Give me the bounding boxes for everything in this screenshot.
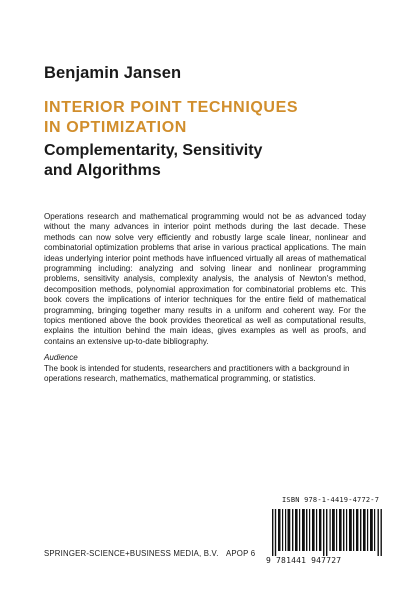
book-subtitle [44,141,384,181]
book-title [44,98,384,138]
barcode-digits: 9 781441 947727 [266,556,342,565]
isbn-number: ISBN 978-1-4419-4772-7 [282,496,380,504]
book-title-line-1: INTERIOR POINT TECHNIQUES [44,99,299,116]
publisher-name: SPRINGER-SCIENCE+BUSINESS MEDIA, B.V. [44,549,219,558]
book-title-line-2: IN OPTIMIZATION [44,119,187,136]
audience-label: Audience [44,353,78,362]
book-subtitle-line-1: Complementarity, Sensitivity [44,142,263,159]
book-subtitle-line-2: and Algorithms [44,162,161,179]
author-name: Benjamin Jansen [44,64,182,82]
book-description: Operations research and mathematical programming would not be as advanced today without the many advances in interior point methods during the last decade. These methods can now solve very efficiently and robustly large scale linear, nonlinear and combinatorial optimization problems that arise in various practical applications. The main ideas underlying interior point methods have influenced virtually all areas of mathematical programming including: analyzing and solving linear and nonlinear programming problems, sensitivity analysis, complexity analysis, the analysis of Newton's method, decomposition methods, polynomial approximation for combinatorial problems etc. This book covers the implications of interior techniques for the entire field of mathematical programming, bringing together many results in a uniform and coherent way. For the topics mentioned above the book provides theoretical as well as computational results, explains the intuition behind the main ideas, gives examples as well as proofs, and contains an extensive up-to-date bibliography. [44,212,366,346]
audience-description: The book is intended for students, researchers and practitioners with a background in operations research, mathematics, mathematical programming, or statistics. [44,364,350,384]
series-code: APOP 6 [226,549,256,558]
barcode-icon [272,509,382,556]
